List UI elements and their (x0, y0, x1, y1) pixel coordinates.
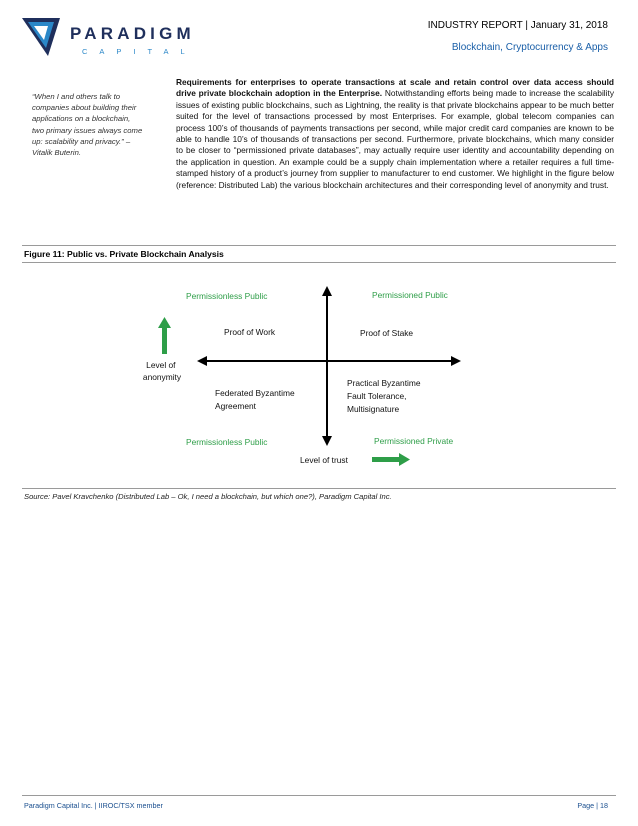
quadrant-label-bottom-right: Permissioned Private (374, 436, 454, 446)
consensus-practical-line-3: Multisignature (347, 404, 400, 414)
paradigm-logo (20, 14, 210, 60)
blockchain-quadrant-diagram (0, 270, 638, 490)
consensus-federated-byzantine (215, 388, 297, 411)
report-header: INDUSTRY REPORT | January 31, 2018 (427, 20, 608, 31)
trust-arrow-head (399, 453, 410, 466)
body-paragraph (176, 77, 614, 191)
logo-sub-text: CAPITAL (82, 47, 197, 56)
consensus-practical-byzantine (347, 378, 423, 414)
paradigm-logo-mark-icon (20, 14, 210, 60)
y-axis-label-line-1: Level of (146, 360, 176, 370)
horizontal-axis (197, 356, 461, 366)
figure-top-rule (22, 245, 616, 246)
y-axis-label (143, 360, 182, 382)
consensus-proof-of-stake: Proof of Stake (360, 328, 414, 338)
figure-bottom-rule (22, 488, 616, 489)
figure-source: Source: Pavel Kravchenko (Distributed Lab – Ok, I need a blockchain, but which one?), Paradigm Capital Inc. (24, 492, 392, 501)
quadrant-label-top-left: Permissionless Public (186, 291, 268, 301)
consensus-practical-line-1: Practical Byzantime (347, 378, 421, 388)
sidebar-quote: “When I and others talk to companies about building their applications on a blockchain, two primary issues always come up: scalability and privacy.” – Vitalik Buterin. (32, 92, 143, 158)
trust-arrow-shaft (372, 457, 400, 462)
y-axis-label-line-2: anonymity (142, 372, 182, 382)
quadrant-label-top-right: Permissioned Public (372, 290, 448, 300)
consensus-federated-line-1: Federated Byzantime (215, 388, 295, 398)
body-bold-lead: Requirements for enterprises to operate transactions at scale and retain control over data access should drive private blockchain adoption in the Enterprise. (176, 77, 614, 99)
anonymity-arrow-head (158, 317, 171, 328)
x-axis-label: Level of trust (300, 455, 348, 465)
trust-arrow-icon (372, 453, 410, 466)
anonymity-arrow-icon (158, 317, 171, 354)
report-subtitle: Blockchain, Cryptocurrency & Apps (451, 42, 608, 53)
footer-rule (22, 795, 616, 796)
consensus-federated-line-2: Agreement (215, 401, 256, 411)
consensus-proof-of-work: Proof of Work (224, 327, 276, 337)
body-text: Notwithstanding efforts being made to increase the scalability issues of existing public blockchains, such as Lightning, the reality is that private blockchains appear to be much better suited for the level of transactions processed by most Enterprises. For example, global telecom companies can process 100’s of thousands of payments transactions per second, while major credit card companies are known to be able to handle 10’s of thousands of transactions per second. Furthermore, private blockchains, which many consider to be closer to “permissioned private databases”, may actually require user identity and accountability depending on the application in question. An example could be a supply chain implementation where a retailer requires a full time-stamped history of a product’s journey from supplier to manufacturer to end customer. We highlight in the figure below (reference: Distributed Lab) the various blockchain architectures and their corresponding level of anonymity and trust. (176, 88, 614, 190)
anonymity-arrow-shaft (162, 326, 167, 354)
footer-page-number: Page | 18 (577, 801, 608, 810)
consensus-practical-line-2: Fault Tolerance, (347, 391, 407, 401)
figure-title: Figure 11: Public vs. Private Blockchain Analysis (24, 249, 224, 259)
vertical-axis (322, 286, 332, 446)
figure-title-rule (22, 262, 616, 263)
quadrant-label-bottom-left: Permissionless Public (186, 437, 268, 447)
logo-name-text: PARADIGM (70, 24, 195, 43)
footer-company: Paradigm Capital Inc. | IIROC/TSX member (24, 801, 163, 810)
